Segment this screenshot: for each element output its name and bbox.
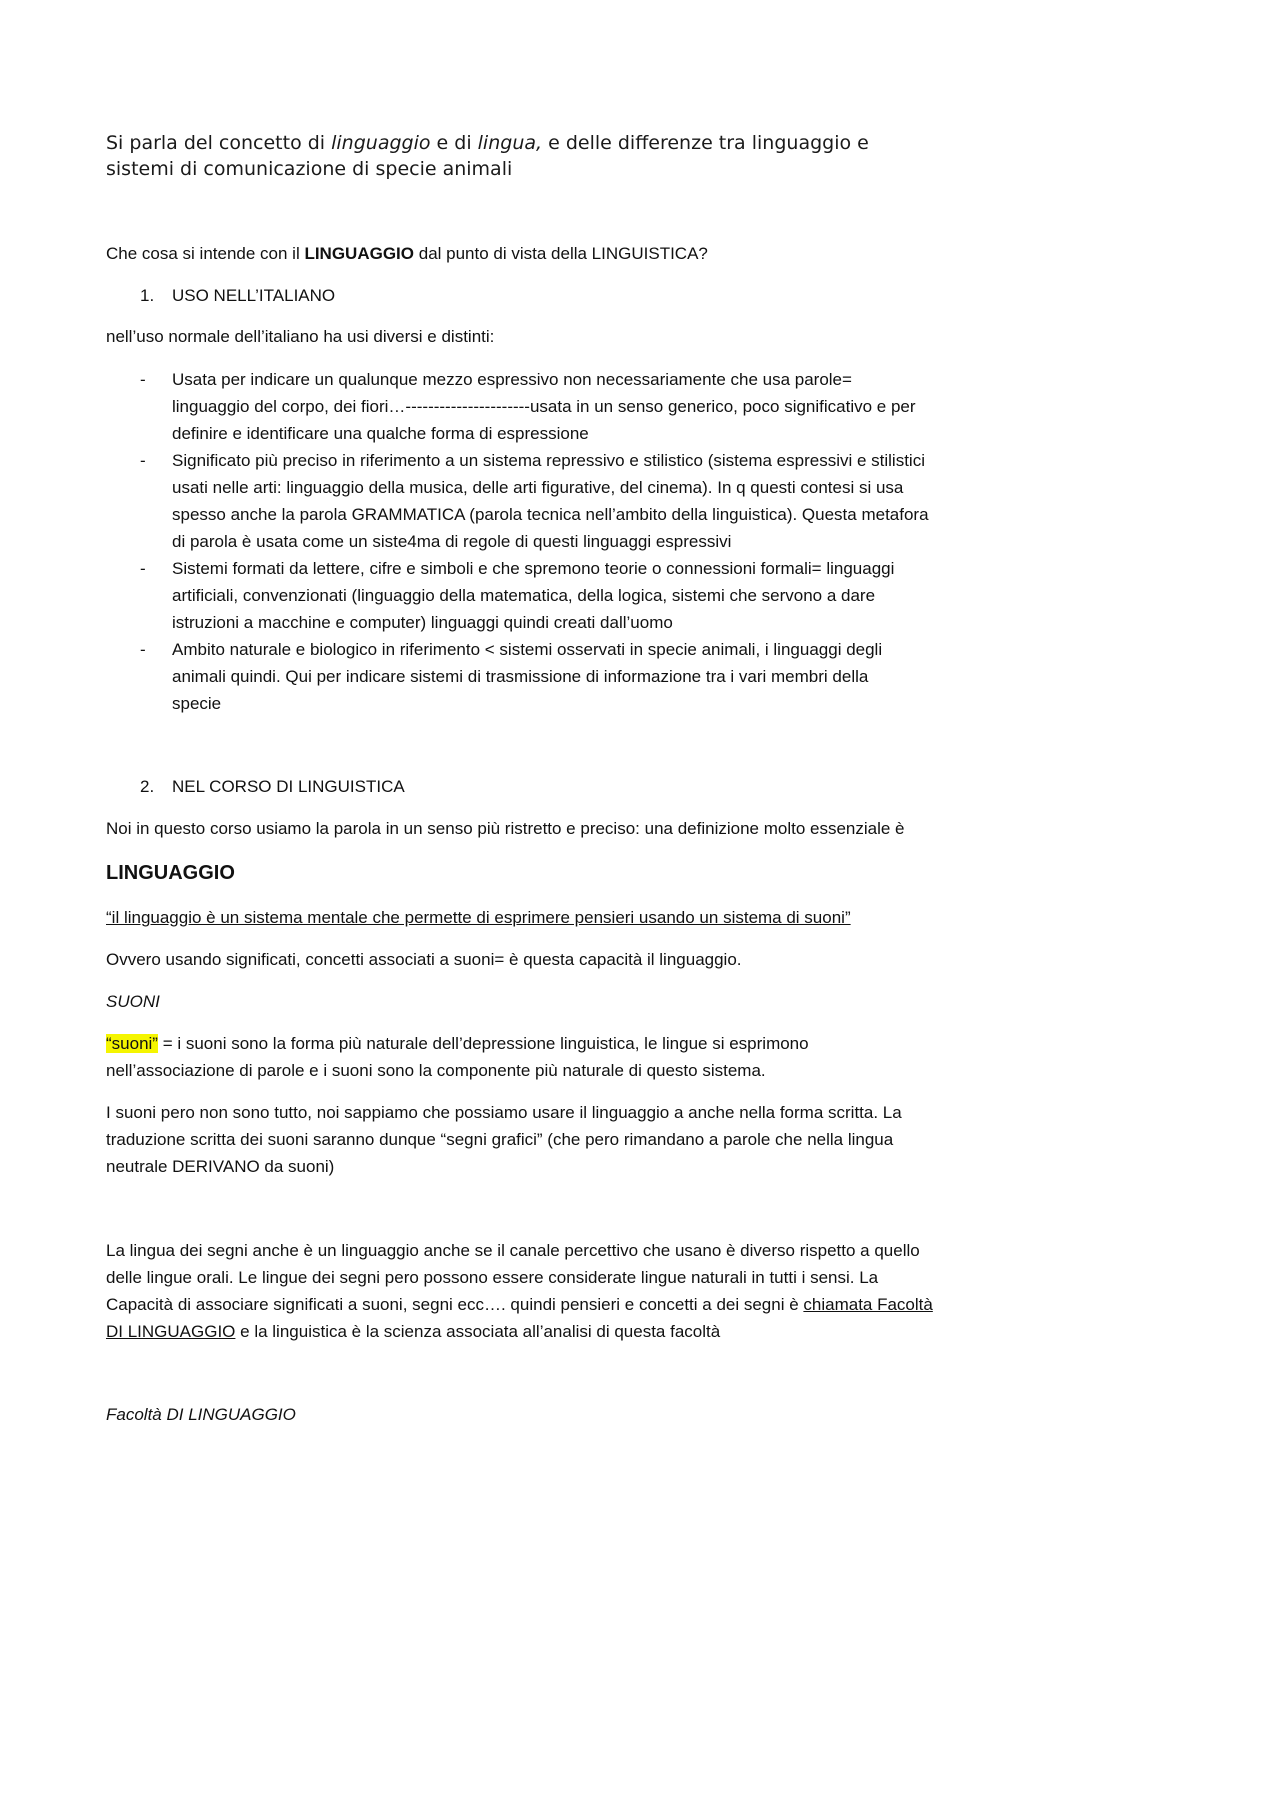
segni-paragraph-line <box>106 1291 933 1318</box>
segni-paragraph-line: La lingua dei segni anche è un linguaggio anche se il canale percettivo che usano è diverso rispetto a quello <box>106 1241 920 1260</box>
bullet-3-line: Sistemi formati da lettere, cifre e simboli e che spremono teorie o connessioni formali= linguaggi <box>172 559 895 578</box>
bullet-2-line: di parola è usata come un siste4ma di regole di questi linguaggi espressivi <box>172 532 732 551</box>
suoni-paragraph-2-line: traduzione scritta dei suoni saranno dunque “segni grafici” (che pero rimandano a parole che nella lingua <box>106 1130 894 1149</box>
segni-text: Capacità di associare significati a suoni, segni ecc…. quindi pensieri e concetti a dei segni è <box>106 1295 804 1314</box>
suoni-paragraph-line-1 <box>106 1030 809 1057</box>
segni-text: e la linguistica è la scienza associata all’analisi di questa facoltà <box>235 1322 721 1341</box>
title-term-linguaggio: linguaggio <box>331 132 431 154</box>
title-text: Si parla del concetto di <box>106 132 332 154</box>
intro-paragraph-2: Noi in questo corso usiamo la parola in un senso più ristretto e preciso: una definizione molto essenziale è <box>106 819 905 838</box>
bullet-4-line: specie <box>172 694 222 713</box>
question-text: dal punto di vista della LINGUISTICA? <box>414 244 708 263</box>
bullet-3-line: istruzioni a macchine e computer) linguaggi quindi creati dall’uomo <box>172 613 673 632</box>
title-text: e di <box>430 132 478 154</box>
bullet-dash: - <box>140 451 146 470</box>
heading-linguaggio: LINGUAGGIO <box>106 862 235 884</box>
suoni-paragraph-2-line: I suoni pero non sono tutto, noi sappiamo che possiamo usare il linguaggio a anche nella forma scritta. La <box>106 1103 902 1122</box>
question-bold-term: LINGUAGGIO <box>304 244 415 263</box>
bullet-2-line: spesso anche la parola GRAMMATICA (parola tecnica nell’ambito della linguistica). Questa metafora <box>172 505 929 524</box>
ovvero-paragraph: Ovvero usando significati, concetti associati a suoni= è questa capacità il linguaggio. <box>106 950 742 969</box>
segni-underlined-text: chiamata Facoltà <box>803 1295 933 1314</box>
bullet-4-line: Ambito naturale e biologico in riferimento < sistemi osservati in specie animali, i linguaggi degli <box>172 640 883 659</box>
suoni-text: = i suoni sono la forma più naturale dell’depressione linguistica, le lingue si esprimono <box>157 1034 809 1053</box>
segni-paragraph-line: delle lingue orali. Le lingue dei segni pero possono essere considerate lingue naturali in tutti i sensi. La <box>106 1268 879 1287</box>
bullet-1-line: definire e identificare una qualche forma di espressione <box>172 424 589 443</box>
question-line <box>106 240 708 267</box>
segni-paragraph-line <box>106 1318 720 1345</box>
definition-quote: “il linguaggio è un sistema mentale che permette di esprimere pensieri usando un sistema di suoni” <box>106 908 851 927</box>
facolta-heading: Facoltà DI LINGUAGGIO <box>106 1405 296 1424</box>
bullet-2-line: usati nelle arti: linguaggio della musica, delle arti figurative, del cinema). In q questi contesi si usa <box>172 478 904 497</box>
bullet-4-line: animali quindi. Qui per indicare sistemi di trasmissione di informazione tra i vari membri della <box>172 667 869 686</box>
bullet-dash: - <box>140 370 146 389</box>
question-text: Che cosa si intende con il <box>106 244 305 263</box>
section-2-heading: NEL CORSO DI LINGUISTICA <box>172 777 405 796</box>
section-1-heading: USO NELL’ITALIANO <box>172 286 336 305</box>
title-text: e delle differenze tra linguaggio e <box>542 132 869 154</box>
bullet-dash: - <box>140 640 146 659</box>
bullet-dash: - <box>140 559 146 578</box>
section-1-number: 1. <box>140 286 155 305</box>
highlighted-term: “suoni” <box>106 1034 158 1053</box>
suoni-paragraph-line-2: nell’associazione di parole e i suoni sono la componente più naturale di questo sistema. <box>106 1061 766 1080</box>
bullet-1-line: linguaggio del corpo, dei fiori…----------------------usata in un senso generico, poco significativo e per <box>172 397 916 416</box>
bullet-2-line: Significato più preciso in riferimento a un sistema repressivo e stilistico (sistema espressivi e stilistici <box>172 451 925 470</box>
bullet-3-line: artificiali, convenzionati (linguaggio della matematica, della logica, sistemi che servono a dare <box>172 586 876 605</box>
title-term-lingua: lingua, <box>477 132 543 154</box>
suoni-heading: SUONI <box>106 992 160 1011</box>
segni-underlined-text: DI LINGUAGGIO <box>106 1322 236 1341</box>
intro-paragraph-1: nell’uso normale dell’italiano ha usi diversi e distinti: <box>106 327 495 346</box>
bullet-1-line: Usata per indicare un qualunque mezzo espressivo non necessariamente che usa parole= <box>172 370 852 389</box>
suoni-paragraph-2-line: neutrale DERIVANO da suoni) <box>106 1157 335 1176</box>
title-line-2: sistemi di comunicazione di specie animali <box>106 158 513 180</box>
section-2-number: 2. <box>140 777 155 796</box>
document-title <box>106 130 1006 182</box>
